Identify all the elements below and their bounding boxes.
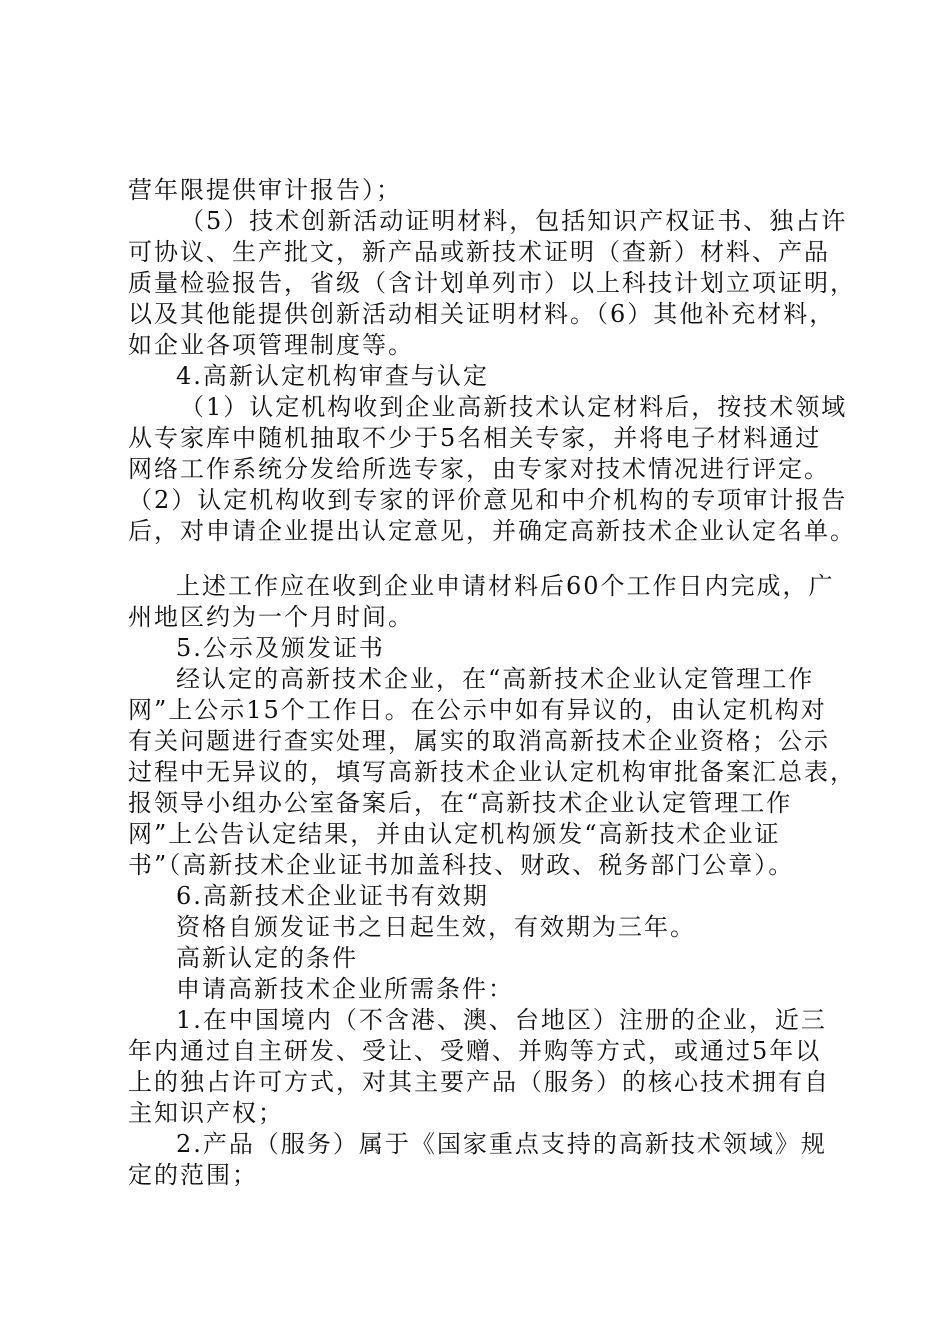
text-line: 从专家库中随机抽取不少于5名相关专家，并将电子材料通过 (128, 424, 822, 452)
text-line: 主知识产权； (128, 1099, 284, 1127)
text-line: 以及其他能提供创新活动相关证明材料。（6）其他补充材料， (128, 300, 836, 328)
section-heading: 6.高新技术企业证书有效期 (176, 882, 489, 910)
text-line: 网”上公示15个工作日。在公示中如有异议的，由认定机构对 (128, 696, 827, 724)
text-line: 可协议、生产批文，新产品或新技术证明（查新）材料、产品 (128, 238, 830, 266)
text-line: 后，对申请企业提出认定意见，并确定高新技术企业认定名单。 (128, 517, 856, 545)
section-heading: 4.高新认定机构审查与认定 (176, 362, 489, 390)
text-line: 2.产品（服务）属于《国家重点支持的高新技术领域》规 (176, 1130, 827, 1158)
text-line: 网”上公告认定结果，并由认定机构颁发“高新技术企业证 (128, 820, 781, 848)
text-line: 营年限提供审计报告）； (128, 176, 402, 204)
text-line: 1.在中国境内（不含港、澳、台地区）注册的企业，近三 (176, 1006, 827, 1034)
text-line: 如企业各项管理制度等。 (128, 331, 414, 359)
text-line: 上述工作应在收到企业申请材料后60个工作日内完成，广 (176, 572, 835, 600)
section-heading: 高新认定的条件 (176, 944, 358, 972)
text-line: 报领导小组办公室备案后，在“高新技术企业认定管理工作 (128, 789, 793, 817)
text-line: 过程中无异议的，填写高新技术企业认定机构审批备案汇总表， (128, 758, 856, 786)
text-line: 上的独占许可方式，对其主要产品（服务）的核心技术拥有自 (128, 1068, 830, 1096)
text-line: 经认定的高新技术企业，在“高新技术企业认定管理工作 (176, 665, 815, 693)
section-heading: 5.公示及颁发证书 (176, 634, 385, 662)
text-line: 年内通过自主研发、受让、受赠、并购等方式，或通过5年以 (128, 1037, 822, 1065)
text-line: 州地区约为一个月时间。 (128, 603, 414, 631)
text-line: 书”（高新技术企业证书加盖科技、财政、税务部门公章）。 (128, 851, 795, 879)
text-line: （5）技术创新活动证明材料，包括知识产权证书、独占许 (180, 207, 848, 235)
text-line: 资格自颁发证书之日起生效，有效期为三年。 (176, 913, 696, 941)
text-line: 申请高新技术企业所需条件： (176, 975, 514, 1003)
text-line: （2）认定机构收到专家的评价意见和中介机构的专项审计报告 (128, 486, 848, 514)
text-line: 网络工作系统分发给所选专家，由专家对技术情况进行评定。 (128, 455, 830, 483)
text-line: （1）认定机构收到企业高新技术认定材料后，按技术领域 (180, 393, 848, 421)
text-line: 定的范围； (128, 1161, 258, 1189)
text-line: 质量检验报告，省级（含计划单列市）以上科技计划立项证明， (128, 269, 856, 297)
text-line: 有关问题进行查实处理，属实的取消高新技术企业资格；公示 (128, 727, 830, 755)
